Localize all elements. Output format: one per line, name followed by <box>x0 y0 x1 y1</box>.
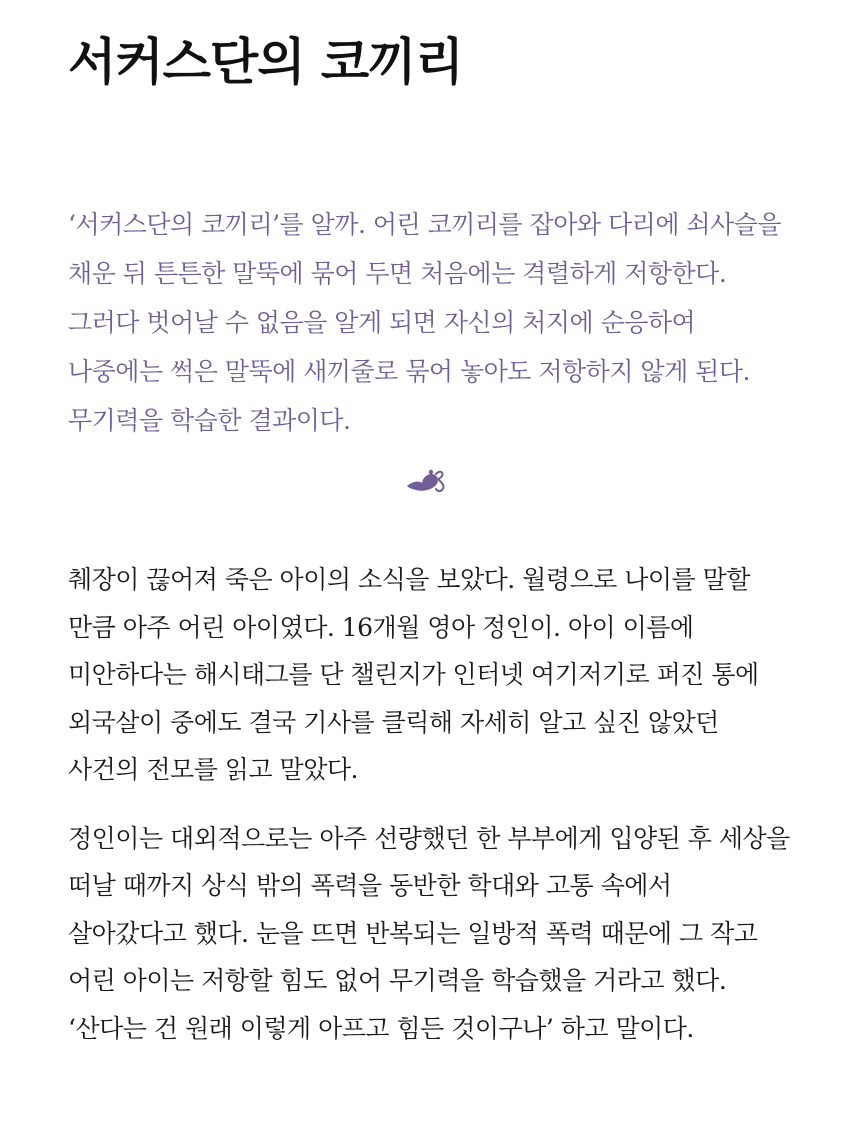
article-title: 서커스단의 코끼리 <box>68 33 463 91</box>
body-paragraph: 정인이는 대외적으로는 아주 선량했던 한 부부에게 입양된 후 세상을 떠날 때까지 상식 밖의 폭력을 동반한 학대와 고통 속에서 살아갔다고 했다. 눈을 뜨면 반복되는 일방적 폭력 때문에 그 작고 어린 아이는 저항할 힘도 없어 무기력을 학습했을 거라고 했다. ‘산다는 건 원래 이렇게 아프고 힘든 것이구나’ 하고 말이다. <box>68 823 790 1043</box>
body-paragraph: 췌장이 끊어져 죽은 아이의 소식을 보았다. 월령으로 나이를 말할 만큼 아주 어린 아이였다. 16개월 영아 정인이. 아이 이름에 미안하다는 해시태그를 단 챌린지가 인터넷 여기저기로 퍼진 통에 외국살이 중에도 결국 기사를 클릭해 자세히 알고 싶진 않았던 사건의 전모를 읽고 말았다. <box>68 565 759 784</box>
lead-quote: ‘서커스단의 코끼리’를 알까. 어린 코끼리를 잡아와 다리에 쇠사슬을 채운 뒤 튼튼한 말뚝에 묶어 두면 처음에는 격렬하게 저항한다. 그러다 벗어날 수 없음을 알게 되면 자신의 처지에 순응하여 나중에는 썩은 말뚝에 새끼줄로 묶어 놓아도 저항하지 않게 된다. 무기력을 학습한 결과이다. <box>68 210 782 435</box>
flourish-ornament-icon <box>404 466 448 494</box>
article-body <box>68 556 792 1073</box>
